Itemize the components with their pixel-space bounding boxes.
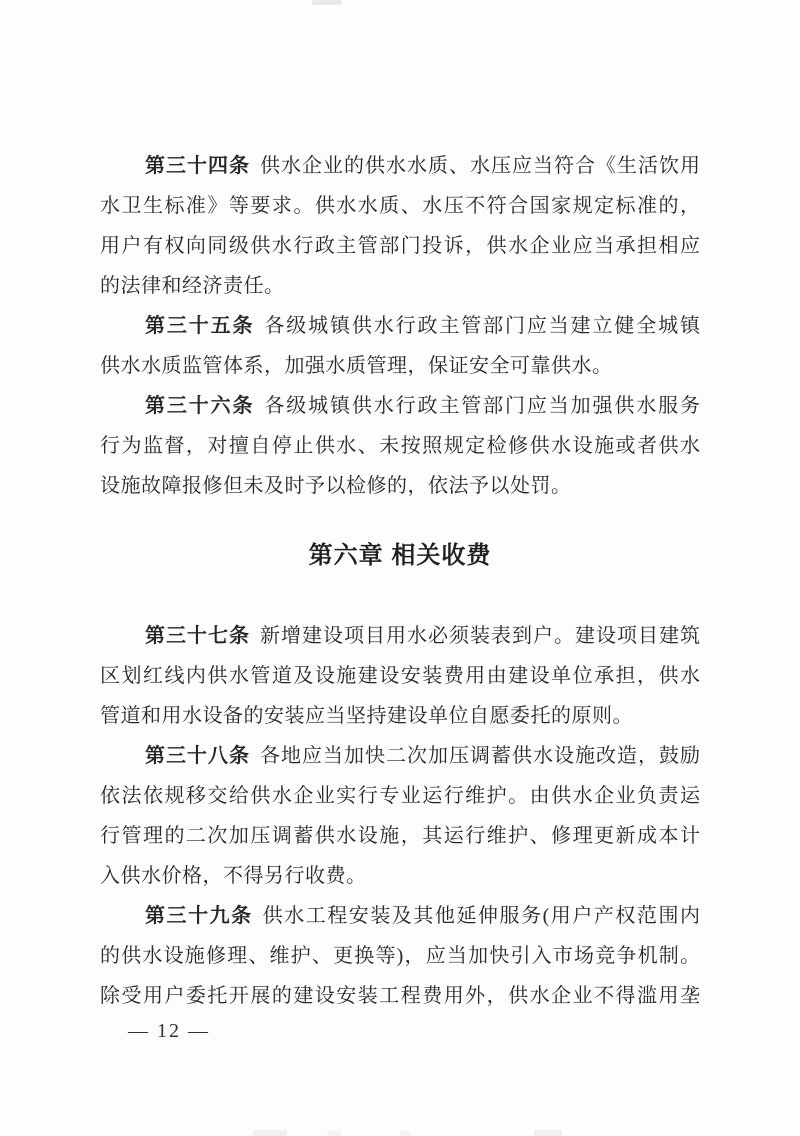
text-line — [100, 306, 700, 346]
article-number: 第三十四条 — [145, 155, 250, 177]
text-line: 的法律和经济责任。 — [100, 275, 285, 297]
article-text: 各级城镇供水行政主管部门应当建立健全城镇 — [264, 315, 700, 337]
text-line: 的供水设施修理、维护、更换等)，应当加快引入市场竞争机制。 — [100, 945, 700, 967]
document-content — [100, 146, 700, 1044]
article-36 — [100, 386, 700, 506]
chapter-heading: 第六章 相关收费 — [308, 542, 492, 569]
article-number: 第三十九条 — [145, 905, 253, 927]
text-line: 设施故障报修但未及时予以检修的，依法予以处罚。 — [100, 475, 572, 497]
article-text: 供水企业的供水水质、水压应当符合《生活饮用 — [260, 155, 700, 177]
text-line: 入供水价格，不得另行收费。 — [100, 865, 367, 887]
article-text: 供水工程安装及其他延伸服务(用户产权范围内 — [262, 905, 700, 927]
article-38 — [100, 736, 700, 896]
text-line — [100, 616, 700, 656]
text-line: 管道和用水设备的安装应当坚持建设单位自愿委托的原则。 — [100, 705, 633, 727]
article-number: 第三十六条 — [145, 395, 255, 417]
text-line: 区划红线内供水管道及设施建设安装费用由建设单位承担，供水 — [100, 665, 700, 687]
text-line: 供水水质监管体系，加强水质管理，保证安全可靠供水。 — [100, 355, 613, 377]
article-number: 第三十七条 — [145, 625, 250, 647]
text-line — [100, 386, 700, 426]
text-line: 除受用户委托开展的建设安装工程费用外，供水企业不得滥用垄 — [100, 985, 700, 1007]
text-line: 用户有权向同级供水行政主管部门投诉，供水企业应当承担相应 — [100, 235, 700, 257]
text-line: 行为监督，对擅自停止供水、未按照规定检修供水设施或者供水 — [100, 435, 700, 457]
text-line: 依法依规移交给供水企业实行专业运行维护。由供水企业负责运 — [100, 785, 700, 807]
article-34 — [100, 146, 700, 306]
text-line — [100, 896, 700, 936]
scan-artifact — [312, 0, 342, 5]
article-37 — [100, 616, 700, 736]
text-line: 行管理的二次加压调蓄供水设施，其运行维护、修理更新成本计 — [100, 825, 700, 847]
text-line — [100, 146, 700, 186]
text-line: 水卫生标准》等要求。供水水质、水压不符合国家规定标准的， — [100, 195, 700, 217]
article-text: 各地应当加快二次加压调蓄供水设施改造，鼓励 — [260, 745, 700, 767]
scan-artifact — [327, 1131, 341, 1136]
text-line — [100, 736, 700, 776]
article-35 — [100, 306, 700, 386]
article-number: 第三十五条 — [145, 315, 255, 337]
article-text: 新增建设项目用水必须装表到户。建设项目建筑 — [260, 625, 700, 647]
scan-artifact — [253, 1130, 287, 1136]
article-text: 各级城镇供水行政主管部门应当加强供水服务 — [264, 395, 700, 417]
article-39 — [100, 896, 700, 1016]
scan-artifact — [534, 1130, 562, 1136]
page-number: — 12 — — [128, 1020, 210, 1042]
article-number: 第三十八条 — [145, 745, 250, 767]
scan-artifact — [400, 1131, 410, 1136]
